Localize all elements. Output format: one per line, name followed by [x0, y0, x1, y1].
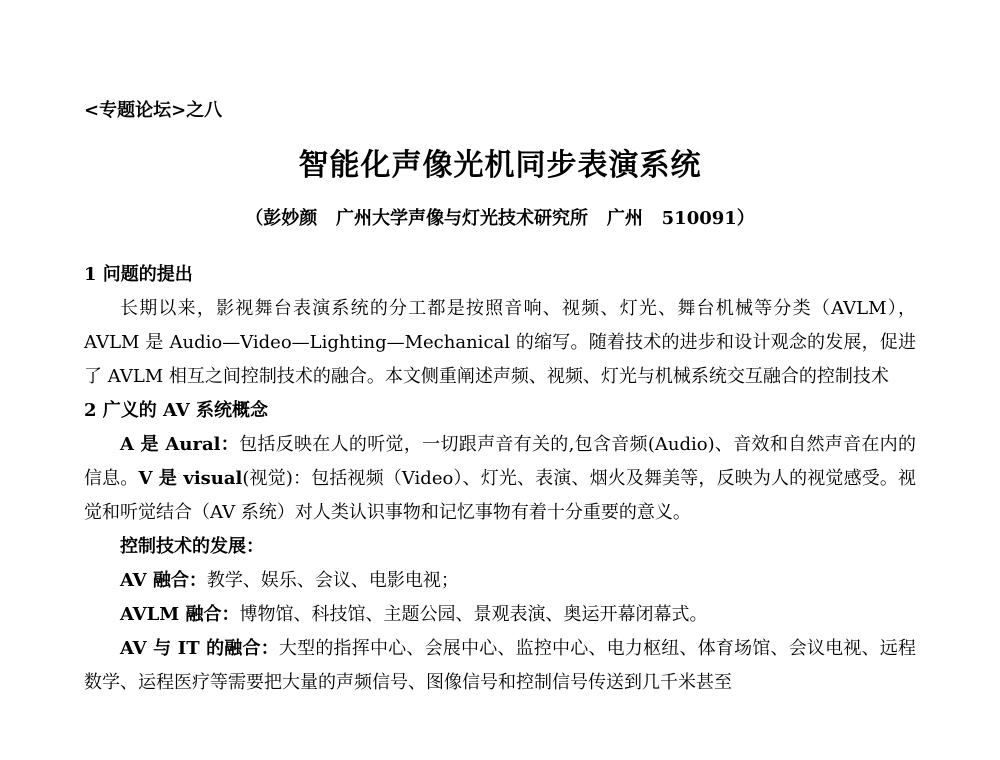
aural-label: A 是 Aural： [120, 434, 240, 455]
section-1-paragraph: 长期以来，影视舞台表演系统的分工都是按照音响、视频、灯光、舞台机械等分类（AVLM），AVLM 是 Audio—Video—Lighting—Mechanical 的缩写。随着技术的进步和设计观念的发展，促进了 AVLM 相互之间控制技术的融合。本文侧重阐述声频、视频、灯光与机械系统交互融合的控制技术 [84, 298, 916, 387]
item-label: AVLM 融合： [120, 604, 240, 625]
item-text: 大型的指挥中心、会展中心、监控中心、电力枢纽、体育场馆、会议电视、远程数学、运程医疗等需要把大量的声频信号、图像信号和控制信号传送到几千米甚至 [84, 638, 916, 693]
list-item [84, 598, 916, 632]
av-definition-paragraph [84, 428, 916, 530]
byline-open: （ [245, 208, 264, 229]
article-body [84, 258, 916, 700]
byline-close: ） [736, 208, 755, 229]
city: 广州 [606, 208, 643, 229]
section-1-heading: 1 问题的提出 [84, 264, 193, 285]
aural-text: 包括反映在人的听觉，一切跟声音有关的,包含音频(Audio)、音效和自然声音在内的信息。 [84, 434, 916, 489]
list-item [84, 632, 916, 700]
postcode: 510091 [661, 208, 737, 229]
author-byline [0, 204, 1000, 230]
item-text: 教学、娱乐、会议、电影电视； [206, 570, 459, 591]
article-title: 智能化声像光机同步表演系统 [298, 148, 702, 183]
item-label: AV 融合： [120, 570, 207, 591]
visual-text: (视觉)：包括视频（Video）、灯光、表演、烟火及舞美等，反映为人的视觉感受。视觉和听觉结合（AV 系统）对人类认识事物和记忆事物有着十分重要的意义。 [84, 468, 916, 523]
author-name: 彭妙颜 [263, 208, 318, 229]
section-2-heading: 2 广义的 AV 系统概念 [84, 400, 268, 421]
institution: 广州大学声像与灯光技术研究所 [336, 208, 589, 229]
visual-label: V 是 visual [138, 468, 243, 489]
control-tech-heading: 控制技术的发展： [120, 536, 264, 557]
item-text: 博物馆、科技馆、主题公园、景观表演、奥运开幕闭幕式。 [239, 604, 708, 625]
series-label: <专题论坛>之八 [84, 100, 223, 121]
item-label: AV 与 IT 的融合： [120, 638, 279, 659]
list-item [84, 564, 916, 598]
